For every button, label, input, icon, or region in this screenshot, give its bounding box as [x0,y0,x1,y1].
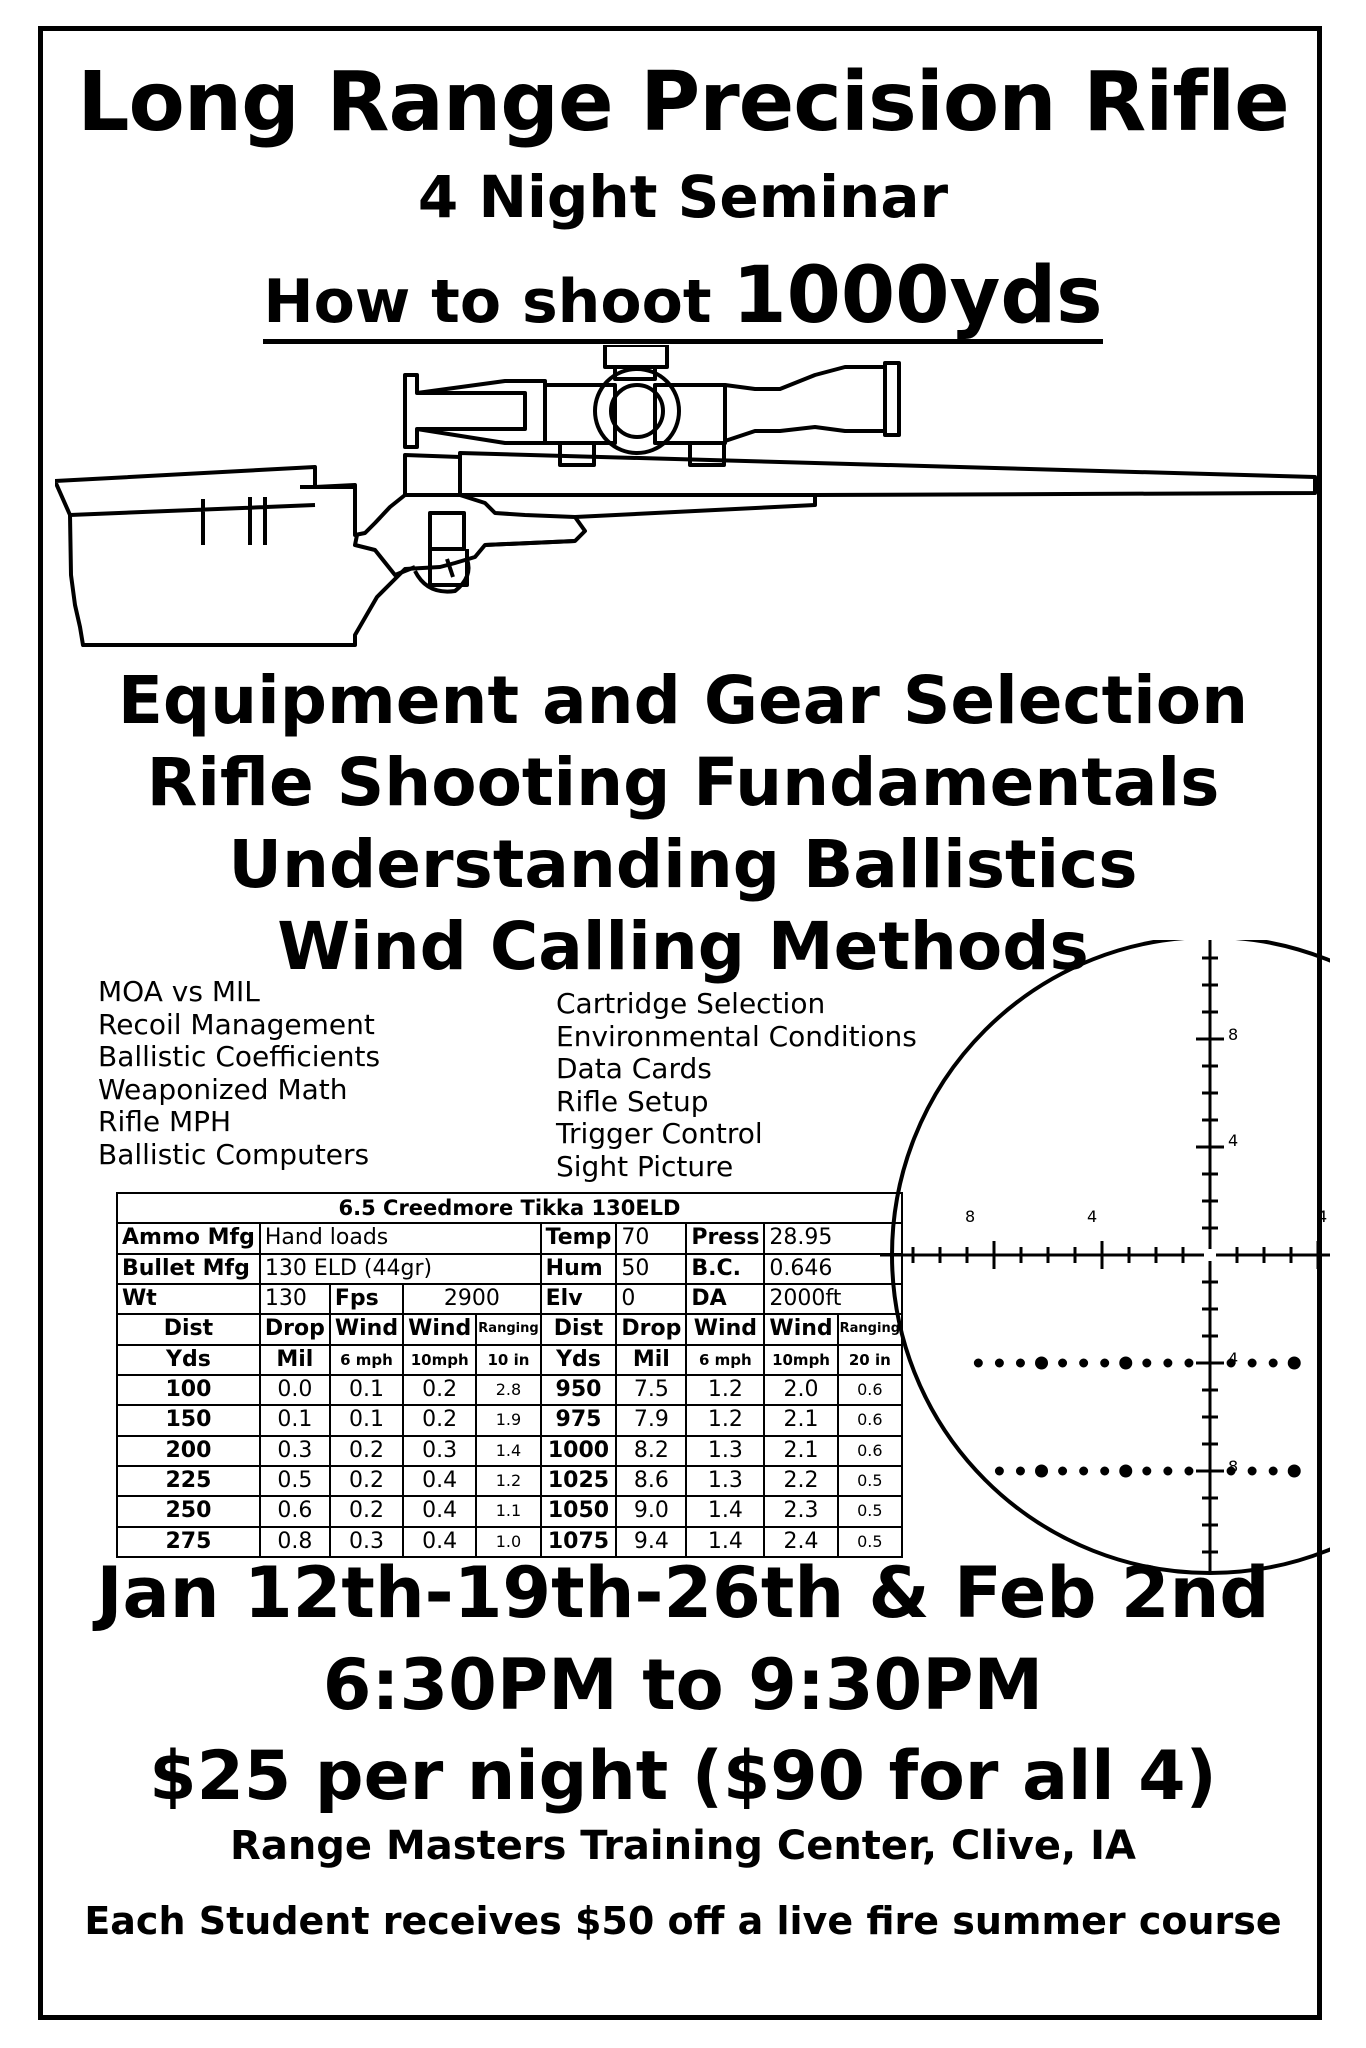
reticle-dot [1060,1360,1066,1366]
subtopic-item: Ballistic Computers [98,1137,370,1171]
reticle-dot [1037,1466,1047,1476]
table-cell: 1000 [541,1436,617,1466]
column-header: Dist [541,1314,617,1344]
column-unit: 10mph [764,1345,837,1375]
elv-label: Elv [541,1284,617,1314]
subtopic-item: Sight Picture [556,1149,734,1183]
table-cell: 1.9 [476,1405,540,1435]
table-cell: 0.6 [260,1496,330,1526]
reticle-dot [1102,1360,1108,1366]
table-cell: 0.5 [260,1466,330,1496]
da-label: DA [686,1284,764,1314]
reticle-dot [1081,1360,1087,1366]
table-row [117,1466,902,1496]
table-cell: 0.4 [403,1466,476,1496]
poster-subtitle: 4 Night Seminar [417,163,949,231]
reticle-label: 4 [1317,1207,1328,1226]
column-header: Wind [686,1314,764,1344]
wt-value: 130 [260,1284,330,1314]
reticle-dot [1060,1468,1066,1474]
reticle-dot [996,1360,1002,1366]
table-cell: 9.0 [616,1496,686,1526]
column-unit: Yds [117,1345,260,1375]
table-row [117,1405,902,1435]
table-cell: 225 [117,1466,260,1496]
subtopic-item: Data Cards [556,1052,712,1085]
subtopic-item: Rifle Setup [556,1084,709,1118]
seminar-location: Range Masters Training Center, Clive, IA [230,1823,1136,1869]
table-cell: 0.4 [403,1527,476,1557]
column-unit: 6 mph [330,1345,403,1375]
scope-objective [725,367,885,441]
temp-label: Temp [541,1223,617,1253]
column-unit: 20 in [838,1345,902,1375]
table-cell: 1.4 [476,1436,540,1466]
tagline-distance: 1000yds [732,251,1103,341]
bullet-mfg-label: Bullet Mfg [117,1254,260,1284]
column-header: Wind [764,1314,837,1344]
subtopics-left [98,976,380,1171]
column-header: Drop [616,1314,686,1344]
reticle-dot [1037,1358,1047,1368]
topic-item: Understanding Ballistics [228,826,1138,903]
ammo-mfg-value: Hand loads [260,1223,541,1253]
bullet-mfg-value: 130 ELD (44gr) [260,1254,541,1284]
reticle-dot [1121,1358,1131,1368]
reticle-dot [1017,1468,1023,1474]
column-unit: 10mph [403,1345,476,1375]
column-header: Drop [260,1314,330,1344]
temp-value: 70 [616,1223,686,1253]
column-header: Wind [403,1314,476,1344]
reticle-dot [1186,1360,1192,1366]
table-cell: 0.0 [260,1375,330,1405]
table-cell: 1.3 [686,1436,764,1466]
column-unit: Mil [260,1345,330,1375]
column-header: Ranging [476,1314,540,1344]
table-cell: 2.8 [476,1375,540,1405]
table-row [117,1496,902,1526]
table-cell: 1075 [541,1527,617,1557]
table-cell: 200 [117,1436,260,1466]
column-unit: Mil [616,1345,686,1375]
reticle-dot [996,1468,1002,1474]
reticle-label: 8 [1228,1025,1239,1044]
topic-item: Equipment and Gear Selection [117,662,1249,739]
fps-value: 2900 [403,1284,541,1314]
reticle-dot [1081,1468,1087,1474]
table-cell: 0.1 [330,1405,403,1435]
column-header: Dist [117,1314,260,1344]
table-cell: 0.2 [330,1496,403,1526]
table-cell: 0.5 [838,1527,902,1557]
table-cell: 8.2 [616,1436,686,1466]
table-cell: 9.4 [616,1527,686,1557]
reticle-dot [1121,1466,1131,1476]
topics-list [0,660,1366,988]
rifle-magazine [430,513,464,549]
topic-item: Rifle Shooting Fundamentals [146,744,1220,821]
tagline-prefix: How to shoot [263,267,733,337]
scope-reticle [880,940,1330,1580]
table-cell: 1.3 [686,1466,764,1496]
reticle-dot [1186,1468,1192,1474]
table-cell: 0.6 [838,1436,902,1466]
table-cell: 7.5 [616,1375,686,1405]
ballistic-data-card [116,1192,901,1558]
reticle-label: 8 [965,1207,976,1226]
table-cell: 1.1 [476,1496,540,1526]
press-label: Press [686,1223,764,1253]
column-header: Ranging [838,1314,902,1344]
table-cell: 2.1 [764,1436,837,1466]
topic-item: Wind Calling Methods [277,908,1089,985]
table-cell: 0.8 [260,1527,330,1557]
table-cell: 0.5 [838,1466,902,1496]
table-cell: 0.2 [403,1375,476,1405]
bc-value: 0.646 [764,1254,902,1284]
reticle-dot [1144,1360,1150,1366]
reticle-dot [1270,1468,1276,1474]
ammo-mfg-label: Ammo Mfg [117,1223,260,1253]
table-cell: 1.0 [476,1527,540,1557]
seminar-dates: Jan 12th-19th-26th & Feb 2nd [96,1552,1270,1634]
table-cell: 1.4 [686,1527,764,1557]
table-cell: 0.2 [330,1436,403,1466]
table-cell: 0.6 [838,1375,902,1405]
subtopic-item: Rifle MPH [98,1105,232,1138]
table-row [117,1375,902,1405]
column-unit: 6 mph [686,1345,764,1375]
table-cell: 1.2 [686,1375,764,1405]
data-card-title: 6.5 Creedmore Tikka 130ELD [117,1193,902,1223]
table-cell: 0.2 [403,1405,476,1435]
table-cell: 1.4 [686,1496,764,1526]
table-cell: 2.0 [764,1375,837,1405]
rifle-illustration [55,345,1335,650]
scope-turret [595,369,679,453]
table-cell: 0.6 [838,1405,902,1435]
table-cell: 0.5 [838,1496,902,1526]
seminar-time: 6:30PM to 9:30PM [322,1644,1044,1726]
seminar-offer: Each Student receives $50 off a live fire summer course [84,1899,1282,1943]
poster-title: Long Range Precision Rifle [77,55,1289,150]
subtopic-item: Weaponized Math [98,1072,348,1106]
wt-label: Wt [117,1284,260,1314]
reticle-dot [1249,1360,1255,1366]
subtopic-item: Ballistic Coefficients [98,1040,381,1073]
reticle-dot [1249,1468,1255,1474]
subtopic-item: Trigger Control [556,1117,763,1150]
table-cell: 0.1 [260,1405,330,1435]
da-value: 2000ft [764,1284,902,1314]
column-unit: 10 in [476,1345,540,1375]
subtopic-item: MOA vs MIL [98,975,260,1008]
table-cell: 0.3 [260,1436,330,1466]
table-cell: 100 [117,1375,260,1405]
table-cell: 0.2 [330,1466,403,1496]
table-cell: 1050 [541,1496,617,1526]
seminar-price: $25 per night ($90 for all 4) [149,1737,1217,1816]
table-cell: 2.4 [764,1527,837,1557]
table-cell: 0.3 [403,1436,476,1466]
column-unit: Yds [541,1345,617,1375]
subtopic-item: Cartridge Selection [556,987,826,1020]
rifle-barrel [460,453,1315,495]
table-cell: 150 [117,1405,260,1435]
table-cell: 975 [541,1405,617,1435]
table-cell: 0.1 [330,1375,403,1405]
table-cell: 0.3 [330,1527,403,1557]
reticle-dot [975,1360,981,1366]
fps-label: Fps [330,1284,403,1314]
table-cell: 7.9 [616,1405,686,1435]
column-header: Wind [330,1314,403,1344]
reticle-label: 4 [1228,1349,1239,1368]
subtopic-item: Environmental Conditions [556,1019,917,1053]
elv-value: 0 [616,1284,686,1314]
reticle-label: 4 [1087,1207,1098,1226]
table-cell: 250 [117,1496,260,1526]
subtopics-right [556,988,917,1183]
poster-tagline [0,251,1366,342]
reticle-dot [1165,1360,1171,1366]
table-cell: 0.4 [403,1496,476,1526]
reticle-dot [1289,1466,1299,1476]
subtopic-item: Recoil Management [98,1007,375,1041]
reticle-dot [1165,1468,1171,1474]
table-cell: 2.2 [764,1466,837,1496]
table-cell: 1.2 [686,1405,764,1435]
reticle-label: 8 [1228,1457,1239,1476]
table-cell: 950 [541,1375,617,1405]
table-row [117,1436,902,1466]
reticle-dot [1017,1360,1023,1366]
hum-label: Hum [541,1254,617,1284]
scope-turret-top [605,345,667,367]
reticle-label: 4 [1228,1131,1239,1150]
table-cell: 275 [117,1527,260,1557]
reticle-dot [1289,1358,1299,1368]
table-cell: 2.1 [764,1405,837,1435]
table-cell: 8.6 [616,1466,686,1496]
hum-value: 50 [616,1254,686,1284]
table-cell: 1025 [541,1466,617,1496]
reticle-dot [1102,1468,1108,1474]
bc-label: B.C. [686,1254,764,1284]
press-value: 28.95 [764,1223,902,1253]
table-cell: 1.2 [476,1466,540,1496]
reticle-dot [1144,1468,1150,1474]
reticle-dot [1270,1360,1276,1366]
table-cell: 2.3 [764,1496,837,1526]
